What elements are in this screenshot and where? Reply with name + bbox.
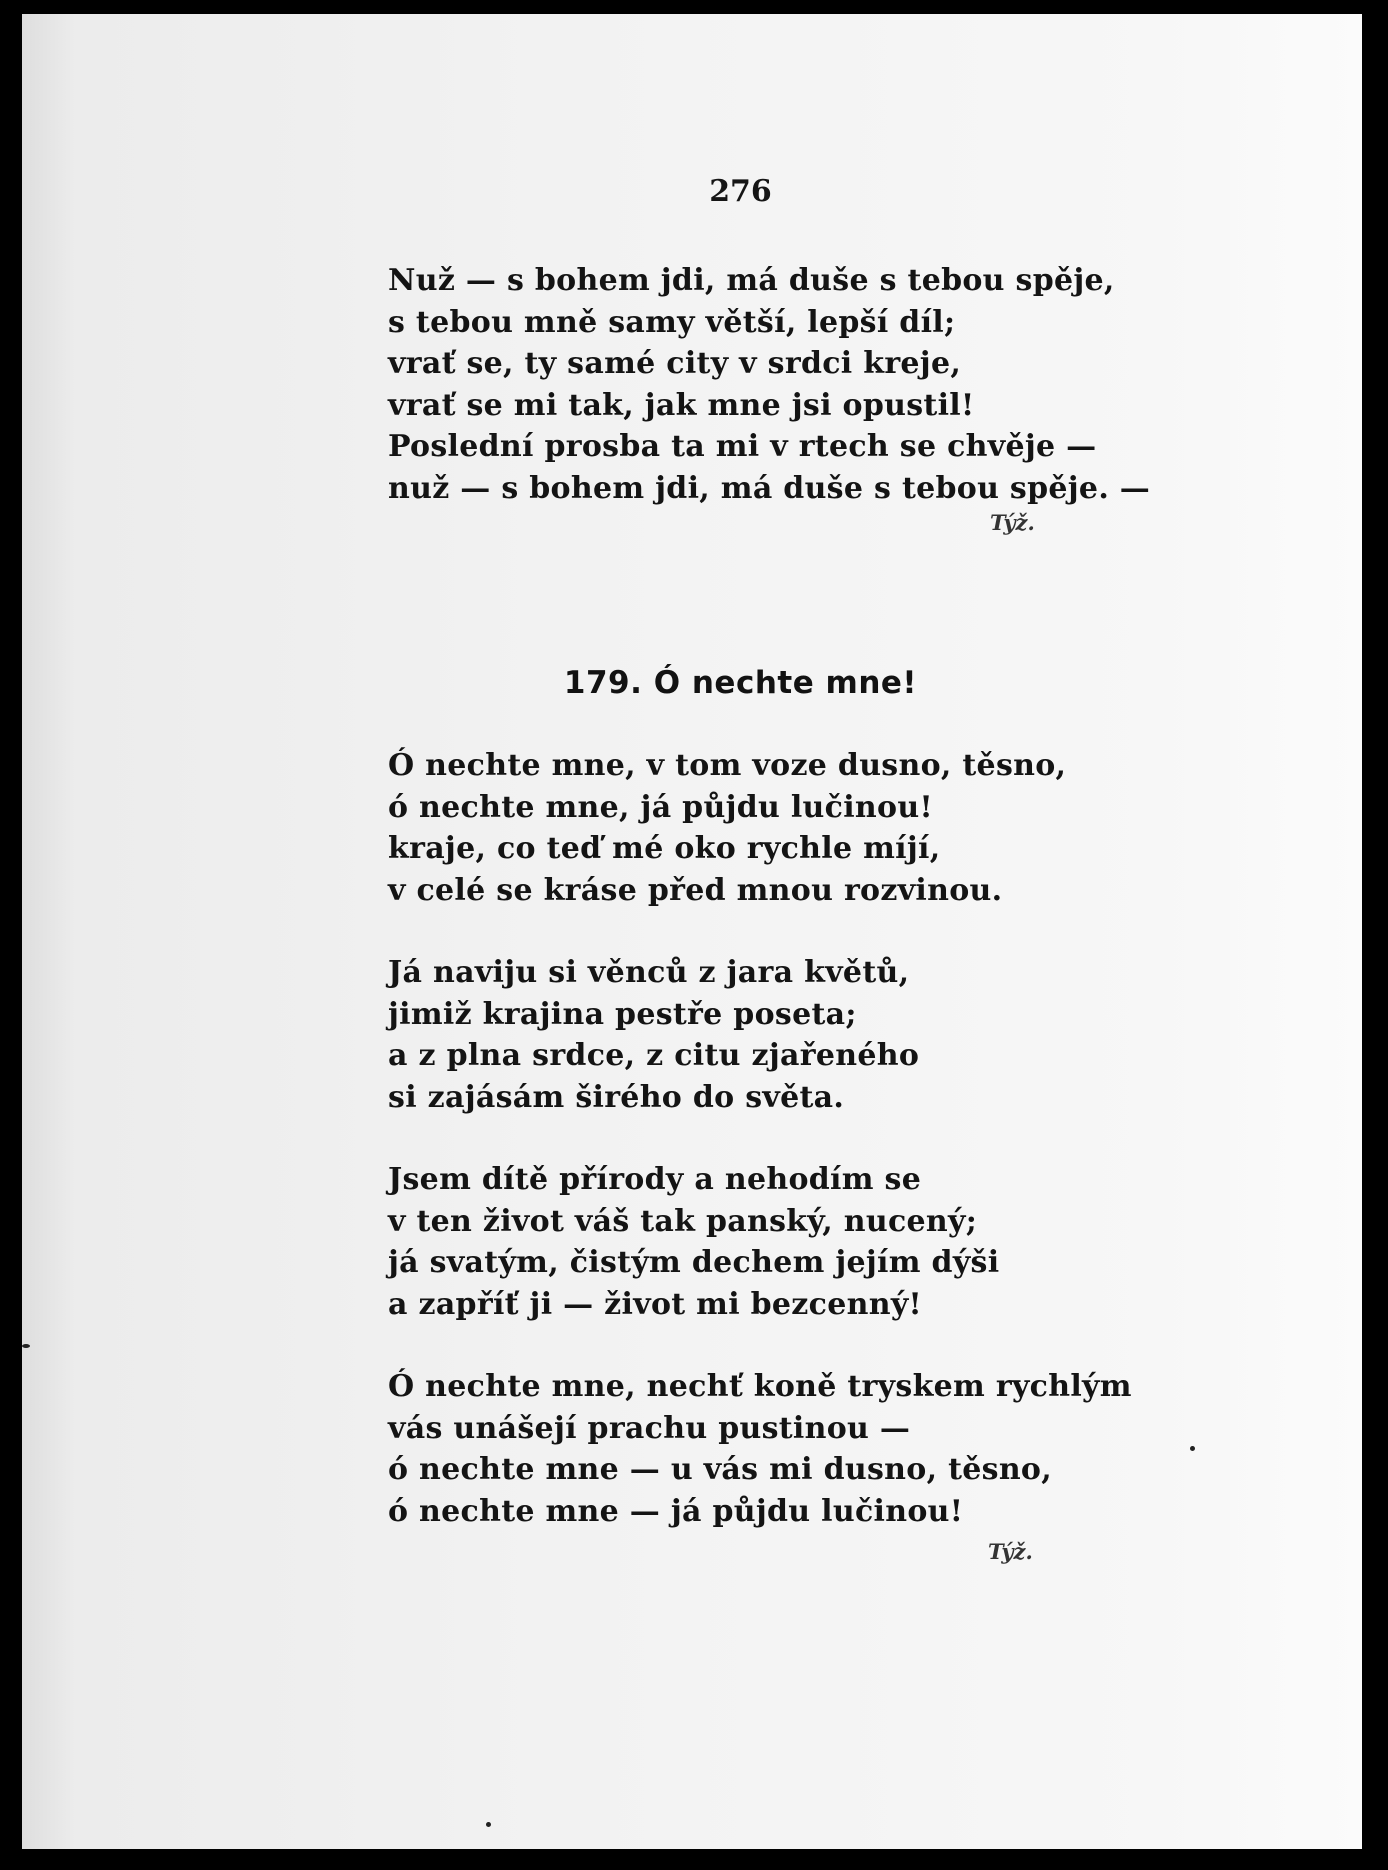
verse-line: Jsem dítě přírody a nehodím se bbox=[388, 1162, 922, 1197]
verse-line: Poslední prosba ta mi v rtech se chvěje — bbox=[388, 429, 1097, 464]
verse-line: ó nechte mne, já půjdu lučinou! bbox=[388, 789, 933, 825]
stanza-1 bbox=[388, 745, 1066, 911]
page-number: 276 bbox=[709, 174, 772, 209]
stanza-2 bbox=[388, 952, 919, 1118]
stanza-4 bbox=[388, 1366, 1132, 1532]
verse-line: vás unášejí prachu pustinou — bbox=[388, 1410, 911, 1446]
book-page bbox=[22, 14, 1362, 1849]
verse-line: Já naviju si věnců z jara květů, bbox=[388, 955, 910, 990]
verse-line: Nuž — s bohem jdi, má duše s tebou spěje, bbox=[388, 263, 1115, 298]
verse-line: vrať se mi tak, jak mne jsi opustil! bbox=[388, 387, 975, 423]
print-speck bbox=[1190, 1446, 1195, 1451]
poem-title: 179. Ó nechte mne! bbox=[563, 665, 918, 701]
verse-line: nuž — s bohem jdi, má duše s tebou spěje. — bbox=[388, 470, 1151, 506]
poem-signature: Týž. bbox=[988, 1539, 1033, 1564]
verse-line: vrať se, ty samé city v srdci kreje, bbox=[388, 346, 962, 381]
verse-line: ó nechte mne — u vás mi dusno, těsno, bbox=[388, 1452, 1052, 1487]
print-speck bbox=[22, 1344, 30, 1348]
previous-poem-signature: Týž. bbox=[990, 510, 1035, 535]
print-speck bbox=[486, 1822, 491, 1827]
verse-line: ó nechte mne — já půjdu lučinou! bbox=[388, 1493, 964, 1529]
stanza-3 bbox=[388, 1159, 999, 1325]
verse-line: v celé se kráse před mnou rozvinou. bbox=[388, 872, 1003, 908]
verse-line: v ten život váš tak panský, nucený; bbox=[388, 1203, 978, 1239]
verse-line: a zapříť ji — život mi bezcenný! bbox=[388, 1286, 923, 1322]
verse-line: kraje, co teď mé oko rychle míjí, bbox=[388, 831, 941, 866]
verse-line: já svatým, čistým dechem jejím dýši bbox=[388, 1245, 1000, 1280]
previous-poem-ending bbox=[388, 260, 1150, 509]
verse-line: jimiž krajina pestře poseta; bbox=[388, 996, 857, 1032]
verse-line: si zajásám širého do světa. bbox=[388, 1079, 845, 1115]
verse-line: Ó nechte mne, nechť koně tryskem rychlým bbox=[388, 1369, 1132, 1404]
verse-line: a z plna srdce, z citu zjařeného bbox=[388, 1038, 920, 1073]
verse-line: s tebou mně samy větší, lepší díl; bbox=[388, 304, 956, 340]
verse-line: Ó nechte mne, v tom voze dusno, těsno, bbox=[388, 748, 1067, 783]
